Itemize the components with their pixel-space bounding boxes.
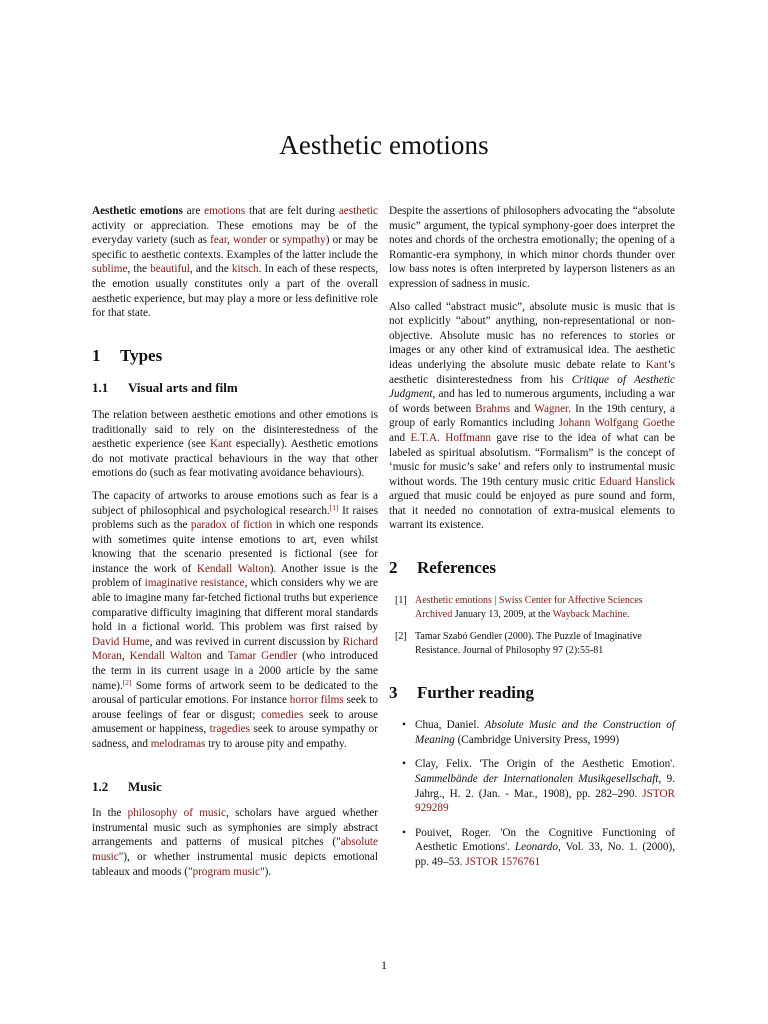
link-paradox-of-fiction[interactable]: paradox of fiction: [190, 519, 273, 532]
link-kendall-walton[interactable]: Kendall Walton: [196, 562, 270, 575]
text: ,: [121, 650, 130, 663]
section-number: 2: [389, 558, 398, 578]
reference-number: [1]: [395, 594, 407, 606]
text: . In each of these respects, the emotion usually constitutes only a part of the overall aesthetic experience, but may play a more or less definitive role for that state.: [92, 263, 378, 320]
section-heading-types: [92, 345, 378, 365]
link-sublime[interactable]: sublime: [92, 263, 128, 276]
text: or: [266, 234, 283, 247]
text: ").: [260, 865, 272, 878]
section-number: 1: [92, 345, 101, 365]
text: in which one responds with sometimes quite intense emotions to art, even whilst knowing that the scenario presented is fictional (see for instance the work of: [92, 519, 378, 575]
link-archived[interactable]: Archived: [415, 608, 453, 620]
list-item: [389, 718, 675, 747]
text: . In the 19th century, a group of early Romantics including: [389, 402, 675, 430]
reference-number: [2]: [395, 630, 407, 642]
intro-paragraph: [92, 204, 378, 321]
section-heading-references: [389, 558, 675, 578]
link-tragedies[interactable]: tragedies: [209, 723, 251, 736]
link-melodramas[interactable]: melodramas: [150, 738, 206, 750]
text: January 13, 2009, at the: [452, 608, 553, 620]
text: Also called “abstract music”, absolute music is music that is not explicitly “about” anything, non-representational or non-objective. Absolute music has no references to stories or images or any other kind of extramusical idea. The aesthetic ideas underlying the absolute music debate relate to: [389, 300, 675, 371]
text: ) or may be specific to aesthetic contexts. Examples of the latter include the: [92, 234, 379, 261]
right-column: [389, 204, 675, 880]
link-eta-hoffmann[interactable]: E.T.A. Hoffmann: [410, 431, 492, 444]
text: seek to arouse sympathy or sadness, and: [92, 723, 378, 750]
link-absolute-music[interactable]: absolute music: [92, 836, 378, 863]
link-fear[interactable]: fear: [210, 234, 228, 247]
link-kant[interactable]: Kant: [645, 358, 668, 371]
text: , 9. Jahrg., H. 2. (Jan. - Mar., 1908), pp. 282–290.: [415, 773, 675, 800]
text: seek to arouse feelings of fear or disgust;: [92, 694, 378, 721]
section-title: Types: [120, 345, 163, 365]
bullet-icon: •: [402, 826, 406, 839]
subsection-heading-music: [92, 780, 378, 795]
text: "), or whether instrumental music depicts emotional tableaux and moods (": [92, 850, 378, 878]
page-title: Aesthetic emotions: [279, 130, 489, 161]
citation-1[interactable]: [1]: [329, 502, 339, 512]
link-kitsch[interactable]: kitsch: [231, 263, 259, 276]
text: Tamar Szabó Gendler (2000). The Puzzle of Imaginative Resistance. Journal of Philosophy 97 (2):55-81: [415, 630, 642, 656]
link-wonder[interactable]: wonder: [233, 234, 267, 247]
text: and: [389, 431, 411, 444]
reference-item: [389, 630, 675, 658]
link-philosophy-of-music[interactable]: philosophy of music: [127, 807, 226, 820]
section-title: References: [417, 558, 496, 578]
section-heading-further-reading: [389, 682, 675, 702]
text: The capacity of artworks to arouse emotions such as fear is a subject of philosophical and psychological research.: [92, 489, 378, 517]
text: Chua, Daniel.: [415, 719, 485, 732]
text: .: [627, 608, 630, 620]
text: , scholars have argued whether instrumental music such as symphonies are simply abstract arrangements and patterns of musical pitches (": [92, 807, 378, 849]
link-sympathy[interactable]: sympathy: [282, 234, 326, 247]
text: gave rise to the idea of what can be labeled as spiritual absolutism. “Formalism” is the concept of ‘music for music’s sake’ and refers only to instrumental music without words. The 19th century music critic: [389, 431, 675, 488]
link-kendall-walton[interactable]: Kendall Walton: [129, 650, 202, 663]
text: activity or appreciation. These emotions may be of the everyday variety (such as: [92, 219, 378, 247]
text: especially). Aesthetic emotions do not motivate practical behaviours in the way that other emotions do (such as fear motivating avoidance behaviours).: [92, 438, 378, 480]
left-column: [92, 204, 378, 887]
link-jstor[interactable]: JSTOR 1576761: [465, 856, 541, 868]
subsection-title: Music: [128, 778, 162, 794]
italic-title: Absolute Music and the Construction of Meaning: [415, 719, 675, 746]
page-number: 1: [381, 958, 387, 972]
paragraph: [92, 806, 378, 879]
link-tamar-gendler[interactable]: Tamar Gendler: [227, 650, 298, 663]
subsection-number: 1.2: [92, 778, 109, 794]
reference-list: [389, 594, 675, 658]
text: , and has led to numerous arguments, including a war of words between: [389, 388, 675, 415]
italic-title: Critique of Aesthetic Judgment: [389, 373, 675, 401]
link-horror-films[interactable]: horror films: [289, 694, 344, 707]
text: ). Another issue is the problem of: [92, 562, 378, 590]
link-aesthetic[interactable]: aesthetic: [338, 205, 378, 217]
text: seek to arouse amusement or happiness,: [92, 708, 378, 736]
text: Clay, Felix. 'The Origin of the Aesthetic Emotion'.: [415, 758, 675, 771]
link-wagner[interactable]: Wagner: [534, 402, 569, 415]
link-beautiful[interactable]: beautiful: [150, 263, 190, 276]
text: It raises problems such as the: [92, 504, 379, 532]
link-comedies[interactable]: comedies: [261, 708, 304, 721]
list-item: [389, 826, 675, 870]
link-emotions[interactable]: emotions: [204, 205, 246, 217]
link-imaginative-resistance[interactable]: imaginative resistance: [144, 577, 245, 590]
link-eduard-hanslick[interactable]: Eduard Hanslick: [599, 475, 675, 488]
text: (who introduced the term in its current usage in a 2000 article by the same name).: [92, 650, 379, 692]
text: ,: [227, 234, 234, 247]
intro-term: Aesthetic emotions: [92, 205, 183, 217]
paragraph: [92, 408, 378, 481]
link-program-music[interactable]: program music: [192, 865, 260, 878]
paragraph: [92, 489, 378, 752]
text: , and was revived in current discussion by: [149, 635, 343, 648]
link-wayback-machine[interactable]: Wayback Machine: [552, 608, 628, 620]
text: ’s aesthetic disinterestedness from his: [389, 358, 675, 386]
paragraph: [389, 300, 675, 534]
section-number: 3: [389, 682, 398, 702]
text: and: [201, 650, 228, 663]
link-jstor[interactable]: JSTOR 929289: [415, 787, 675, 815]
italic-title: Leonardo: [514, 841, 558, 854]
text: , which considers why we are able to imagine many far-fetched fictional truths but experience comparative difficulty imagining that different moral standards hold in a fictional world. This problem was first raised by: [92, 577, 379, 634]
text: (Cambridge University Press, 1999): [454, 733, 620, 746]
text: argued that music could be enjoyed as pure sound and form, that it needed no connotation of extra-musical elements to warrant its existence.: [389, 490, 675, 532]
text: In the: [92, 807, 128, 820]
paragraph: Despite the assertions of philosophers advocating the “absolute music” argument, the typical symphony-goer does interpret the notes and chords of the orchestra emotionally; the opening of a Romantic-era symphony, in which minor chords thunder over low bass notes is often interpreted by layperson listeners as an expression of sadness in music.: [389, 205, 675, 290]
bullet-icon: •: [402, 719, 406, 732]
link-goethe[interactable]: Johann Wolfgang Goethe: [558, 417, 675, 430]
subsection-title: Visual arts and film: [128, 380, 238, 396]
text: and: [510, 402, 535, 415]
text: , Vol. 33, No. 1. (2000), pp. 49–53.: [415, 841, 675, 868]
link-brahms[interactable]: Brahms: [475, 402, 511, 415]
further-reading-list: [389, 718, 675, 869]
text: try to arouse pity and empathy.: [205, 738, 347, 750]
link-reference-source[interactable]: Aesthetic emotions | Swiss Center for Affective Sciences: [415, 594, 643, 606]
text: The relation between aesthetic emotions and other emotions is traditionally said to rely on the disinterestedness of the aesthetic experience (see: [92, 408, 378, 451]
text: , the: [127, 263, 151, 276]
text: Some forms of artwork seem to be dedicated to the arousal of particular emotions. For instance: [92, 679, 378, 707]
reference-item: [389, 594, 675, 622]
bullet-icon: •: [402, 758, 406, 771]
text: that are felt during: [245, 205, 339, 217]
citation-2[interactable]: [2]: [122, 677, 132, 687]
link-david-hume[interactable]: David Hume: [92, 635, 150, 648]
list-item: [389, 757, 675, 815]
italic-title: Sammelbände der Internationalen Musikgesellschaft: [415, 773, 659, 786]
link-richard-moran[interactable]: Richard Moran: [92, 635, 378, 663]
subsection-number: 1.1: [92, 380, 109, 396]
text: , and the: [189, 263, 232, 276]
text: are: [182, 205, 205, 217]
section-title: Further reading: [417, 682, 534, 702]
text: Pouivet, Roger. 'On the Cognitive Functioning of Aesthetic Emotions'.: [415, 826, 675, 854]
subsection-heading-visual-arts: [92, 381, 378, 396]
link-kant[interactable]: Kant: [209, 438, 232, 451]
